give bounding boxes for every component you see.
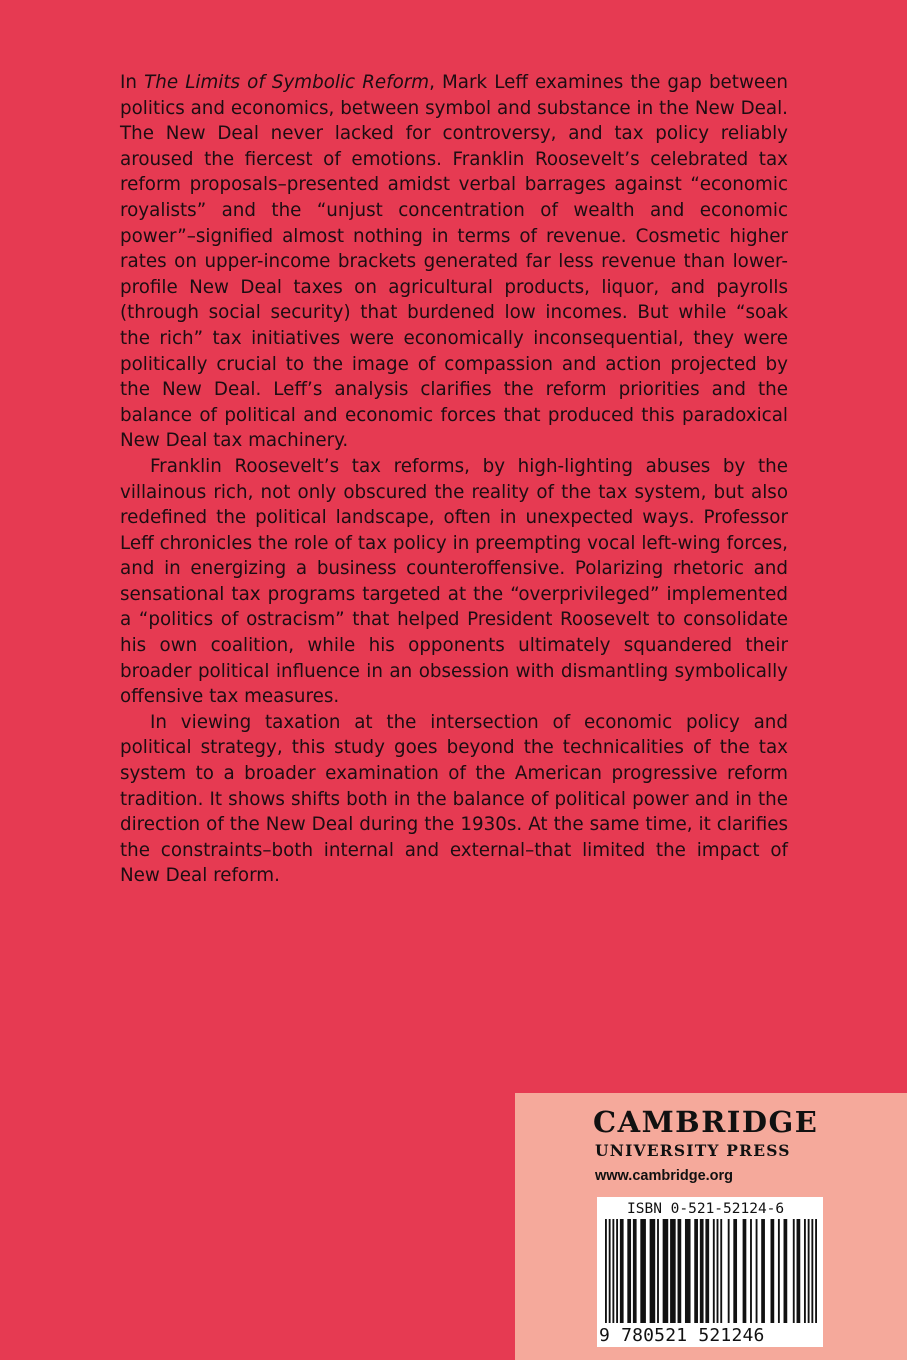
barcode-bar	[771, 1219, 775, 1323]
barcode-panel	[597, 1197, 823, 1347]
barcode-bar	[609, 1219, 611, 1323]
barcode-digits: 9 780521 521246	[599, 1325, 765, 1346]
publisher-url: www.cambridge.org	[595, 1168, 734, 1184]
barcode-bar	[705, 1219, 709, 1323]
barcode-bar	[616, 1219, 618, 1323]
barcode-bar	[678, 1219, 682, 1323]
barcode-bar	[650, 1219, 656, 1323]
barcode-bar	[778, 1219, 780, 1323]
barcode-image	[597, 1219, 823, 1325]
blurb-paragraph-1	[120, 70, 788, 454]
barcode-bar	[663, 1219, 669, 1323]
barcode-bar	[640, 1219, 646, 1323]
blurb-paragraph-2: Franklin Roosevelt’s tax reforms, by high-lighting abuses by the villainous rich, not only obscured the reality of the tax system, but also redefined the political landscape, often in unexpected ways. Professor Leff chronicles the role of tax policy in preempting vocal left-wing forces, and in energizing a business counteroffensive. Polarizing rhetoric and sensational tax programs targeted at the “overprivileged” implemented a “politics of ostracism” that helped President Roosevelt to consolidate his own coalition, while his opponents ultimately squandered their broader political influence in an obsession with dismantling symbolically offensive tax measures.	[120, 455, 788, 708]
barcode-bar	[633, 1219, 637, 1323]
barcode-bar	[756, 1219, 758, 1323]
barcode-bar	[804, 1219, 806, 1323]
barcode-bar	[811, 1219, 813, 1323]
publisher-name: CAMBRIDGE	[593, 1105, 819, 1139]
barcode-bar	[627, 1219, 631, 1323]
barcode-bar	[761, 1219, 765, 1323]
barcode-bar	[728, 1219, 730, 1323]
blurb-paragraph-1-text: , Mark Leff examines the gap between politics and economics, between symbol and substance in the New Deal. The New Deal never lacked for controversy, and tax policy reliably aroused the fiercest of emotions. Franklin Roosevelt’s celebrated tax reform proposals–presented amidst verbal barrages against “economic royalists” and the “unjust concentration of wealth and economic power”–signified almost nothing in terms of revenue. Cosmetic higher rates on upper-income brackets generated far less revenue than lower-profile New Deal taxes on agricultural products, liquor, and payrolls (through social security) that burdened low incomes. But while “soak the rich” tax initiatives were economically inconsequential, they were politically crucial to the image of compassion and action projected by the New Deal. Leff’s analysis clarifies the reform priorities and the balance of political and economic forces that produced this paradoxical New Deal tax machinery.	[120, 72, 788, 452]
barcode-bar	[657, 1219, 659, 1323]
barcode-bar	[670, 1219, 676, 1323]
barcode-bar	[605, 1219, 607, 1323]
barcode-bar	[750, 1219, 752, 1323]
barcode-bar	[743, 1219, 747, 1323]
barcode-bar	[720, 1219, 722, 1323]
isbn-label: ISBN 0-521-52124-6	[627, 1201, 785, 1217]
barcode-bar	[717, 1219, 719, 1323]
barcode-bar	[694, 1219, 698, 1323]
barcode-bar	[713, 1219, 715, 1323]
barcode-bar	[793, 1219, 795, 1323]
barcode-bar	[685, 1219, 691, 1323]
publisher-subtitle: UNIVERSITY PRESS	[595, 1141, 791, 1160]
blurb-intro-text: In	[120, 72, 145, 93]
barcode-bar	[808, 1219, 810, 1323]
barcode-bar	[612, 1219, 614, 1323]
barcode-bar	[797, 1219, 801, 1323]
publisher-panel	[515, 1093, 907, 1360]
barcode-bar	[733, 1219, 737, 1323]
barcode-bar	[620, 1219, 624, 1323]
blurb-paragraph-3: In viewing taxation at the intersection of economic policy and political strategy, this study goes beyond the technicalities of the tax system to a broader examination of the American progressive reform tradition. It shows shifts both in the balance of political power and in the direction of the New Deal during the 1930s. At the same time, it clarifies the constraints–both internal and external–that limited the impact of New Deal reform.	[120, 711, 788, 887]
back-cover-blurb	[120, 70, 788, 889]
barcode-bar	[784, 1219, 788, 1323]
barcode-bar	[700, 1219, 704, 1323]
barcode-bar	[815, 1219, 817, 1323]
book-title-italic: The Limits of Symbolic Reform	[144, 72, 430, 93]
